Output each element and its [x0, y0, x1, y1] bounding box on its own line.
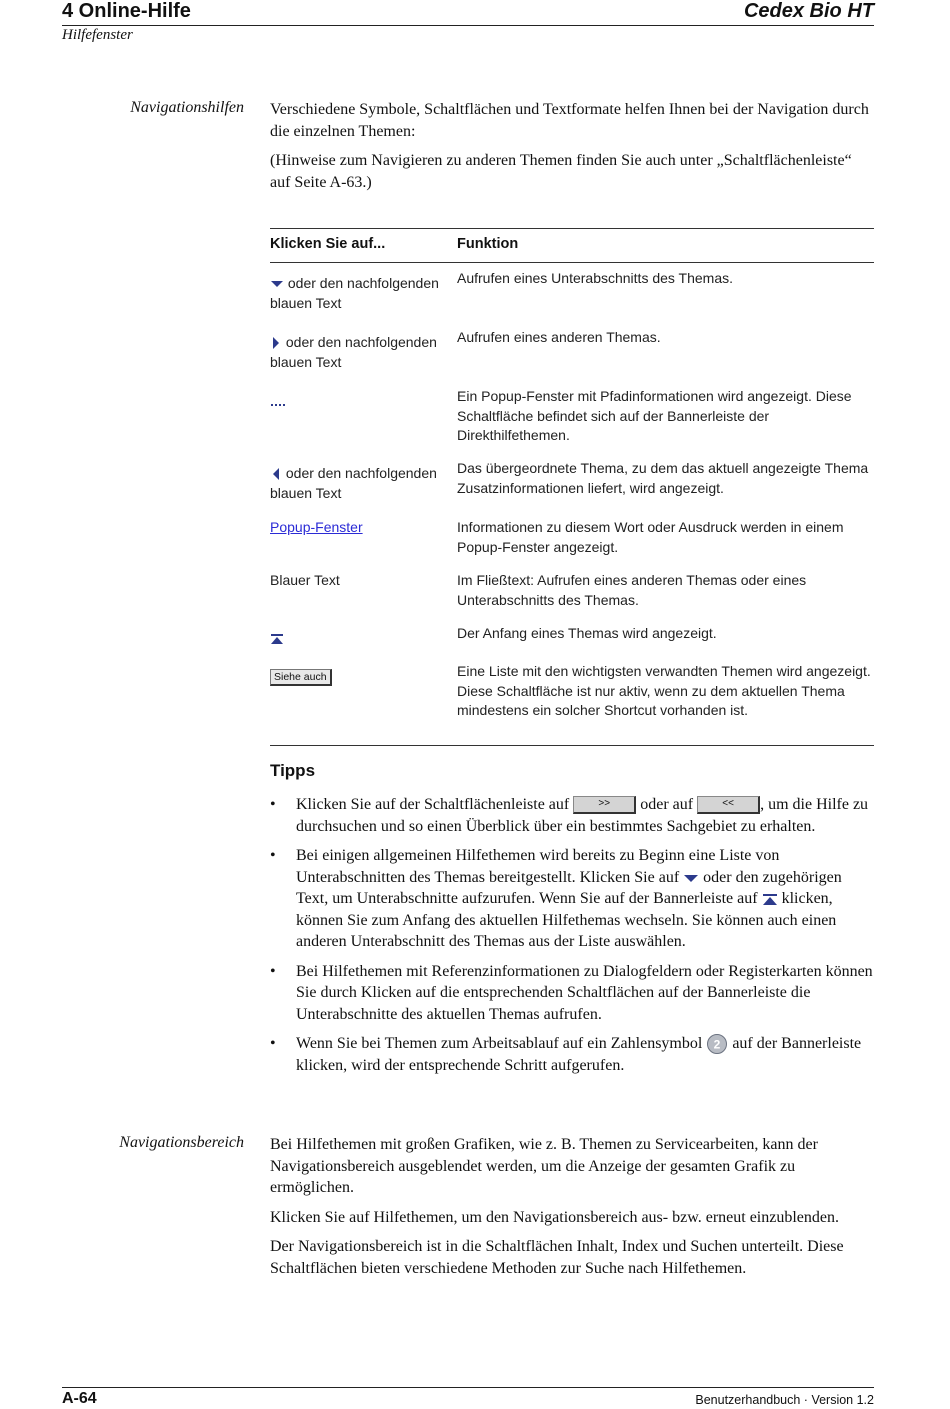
section1-paragraph-2: (Hinweise zum Navigieren zu anderen Themen finden Sie auch unter „Schaltflächenleiste“ auf Seite A-63.)	[270, 152, 852, 191]
section-subtitle: Hilfefenster	[62, 27, 133, 43]
table-header-rule	[270, 262, 874, 263]
table-row	[270, 518, 450, 538]
row-function-text: Aufrufen eines anderen Themas.	[457, 329, 661, 345]
section2-paragraph-1: Bei Hilfethemen mit großen Grafiken, wie z. B. Themen zu Servicearbeiten, kann der Navigationsbereich ausgeblendet werden, um die Anzeige der gesamten Grafik zu ermöglichen.	[270, 1136, 818, 1196]
table-header-click: Klicken Sie auf...	[270, 236, 386, 252]
tip-text: oder auf	[640, 796, 694, 813]
popup-link[interactable]: Popup-Fenster	[270, 519, 363, 535]
table-row	[270, 274, 450, 313]
triangle-down-icon[interactable]	[270, 279, 284, 289]
section1-body	[270, 99, 876, 201]
row-click-text: oder den nachfolgenden blauen Text	[270, 275, 439, 311]
tip-text: Bei Hilfethemen mit Referenzinformationen zu Dialogfeldern oder Registerkarten können Sie durch Klicken auf die entsprechenden Schaltflächen auf der Bannerleiste die Unterabschnitte des aktuellen Themas aufrufen.	[296, 962, 873, 1023]
section2-body	[270, 1134, 876, 1287]
row-function-text: Eine Liste mit den wichtigsten verwandten Themen wird angezeigt. Diese Schaltfläche ist nur aktiv, wenn zu dem aktuellen Thema mindestens ein solcher Shortcut vorhanden ist.	[457, 663, 871, 718]
tips-list	[270, 794, 876, 1085]
tip-text: , um die Hilfe zu durchsuchen und so einen Überblick über ein bestimmtes Sachgebiet zu erhalten.	[296, 796, 869, 835]
table-row	[270, 666, 450, 686]
tip-text: Bei einigen allgemeinen Hilfethemen wird bereits zu Beginn eine Liste von Unterabschnitten des Themas bereitgestellt. Klicken Sie auf	[296, 847, 780, 886]
manual-version: Benutzerhandbuch · Version 1.2	[695, 1393, 874, 1407]
side-label-navigationshilfen: Navigationshilfen	[130, 99, 244, 116]
see-also-button[interactable]: Siehe auch	[270, 669, 332, 686]
table-row	[270, 464, 450, 503]
browse-back-button[interactable]: <<	[697, 796, 760, 814]
table-row	[270, 392, 450, 412]
row-function-text: Der Anfang eines Themas wird angezeigt.	[457, 625, 717, 641]
product-name: Cedex Bio HT	[743, 0, 874, 22]
row-click-text: oder den nachfolgenden blauen Text	[270, 334, 437, 370]
row-function-text: Aufrufen eines Unterabschnitts des Themas.	[457, 270, 734, 286]
tip-text: auf der Bannerleiste klicken, wird der entsprechende Schritt aufgerufen.	[296, 1035, 862, 1075]
page-number: A-64	[62, 1390, 97, 1407]
row-function-text: Im Fließtext: Aufrufen eines anderen Themas oder eines Unterabschnitts des Themas.	[457, 572, 807, 608]
tip-text: Wenn Sie bei Themen zum Arbeitsablauf auf ein Zahlensymbol	[296, 1035, 703, 1052]
side-label-navigationsbereich: Navigationsbereich	[119, 1134, 244, 1151]
section2-paragraph-3: Der Navigationsbereich ist in die Schaltflächen Inhalt, Index und Suchen unterteilt. Diese Schaltflächen bieten verschiedene Methoden zur Suche nach Hilfethemen.	[270, 1238, 844, 1277]
ellipsis-icon[interactable]	[270, 397, 288, 407]
row-click-text: oder den nachfolgenden blauen Text	[270, 465, 437, 501]
row-function-text: Das übergeordnete Thema, zu dem das aktuell angezeigte Thema Zusatzinformationen liefert, wird angezeigt.	[457, 460, 869, 496]
step-number-icon[interactable]	[706, 1033, 728, 1055]
tip-text: oder den zugehörigen Text, um Unterabschnitte aufzurufen. Wenn Sie auf der Bannerleiste auf	[296, 868, 842, 907]
section1-paragraph-1: Verschiedene Symbole, Schaltflächen und Textformate helfen Ihnen bei der Navigation durch die einzelnen Themen:	[270, 101, 869, 140]
list-item: • Bei Hilfethemen mit Referenzinformationen zu Dialogfeldern oder Registerkarten können Sie durch Klicken auf die entsprechenden Schaltflächen auf der Bannerleiste die Unterabschnitte des aktuellen Themas aufrufen.	[270, 962, 873, 1023]
go-to-top-icon[interactable]	[762, 893, 778, 906]
browse-forward-button[interactable]: >>	[573, 796, 636, 814]
tip-text: Klicken Sie auf der Schaltflächenleiste auf	[296, 796, 570, 813]
table-top-rule	[270, 228, 874, 229]
tip-text: klicken, können Sie zum Anfang des aktuellen Hilfethemas wechseln. Sie können auch einen anderen Unterabschnitt des Themas aus der Liste auswählen.	[296, 890, 837, 950]
header-rule	[62, 25, 874, 26]
triangle-left-icon[interactable]	[270, 467, 282, 481]
table-row	[270, 333, 450, 372]
section2-paragraph-2: Klicken Sie auf Hilfethemen, um den Navigationsbereich aus- bzw. erneut einzublenden.	[270, 1208, 839, 1226]
table-header-function: Funktion	[457, 236, 519, 252]
list-item: • Wenn Sie bei Themen zum Arbeitsablauf auf ein Zahlensymbol 2 auf der Bannerleiste klicken, wird der entsprechende Schritt aufgerufen.	[270, 1035, 862, 1075]
triangle-right-icon[interactable]	[270, 336, 282, 350]
tips-heading: Tipps	[270, 761, 316, 780]
row-function-text: Ein Popup-Fenster mit Pfadinformationen wird angezeigt. Diese Schaltfläche befindet sich auf der Bannerleiste der Direkthilfethemen.	[457, 388, 852, 443]
table-row	[270, 629, 450, 649]
list-item: • Klicken Sie auf der Schaltflächenleiste auf >> oder auf << , um die Hilfe zu durchsuchen und so einen Überblick über ein bestimmtes Sachgebiet zu erhalten.	[270, 796, 869, 835]
triangle-down-icon[interactable]	[683, 872, 699, 884]
list-item: • Bei einigen allgemeinen Hilfethemen wird bereits zu Beginn eine Liste von Unterabschnitten des Themas bereitgestellt. Klicken Sie auf oder den zugehörigen Text, um Unterabschnitte aufzurufen. Wenn Sie auf der Bannerleiste auf klicken, können Sie zum Anfang des aktuellen Hilfethemas wechseln. Sie können auch einen anderen Unterabschnitt des Themas aus der Liste auswählen.	[270, 847, 842, 950]
chapter-title: 4 Online-Hilfe	[62, 0, 191, 22]
svg-text:2: 2	[713, 1037, 721, 1052]
row-function-text: Informationen zu diesem Wort oder Ausdruck werden in einem Popup-Fenster angezeigt.	[457, 519, 844, 555]
table-row	[270, 571, 450, 591]
footer-rule	[62, 1387, 874, 1388]
table-bottom-rule	[270, 745, 874, 746]
blue-text-label: Blauer Text	[270, 572, 340, 588]
go-to-top-icon[interactable]	[270, 633, 284, 645]
